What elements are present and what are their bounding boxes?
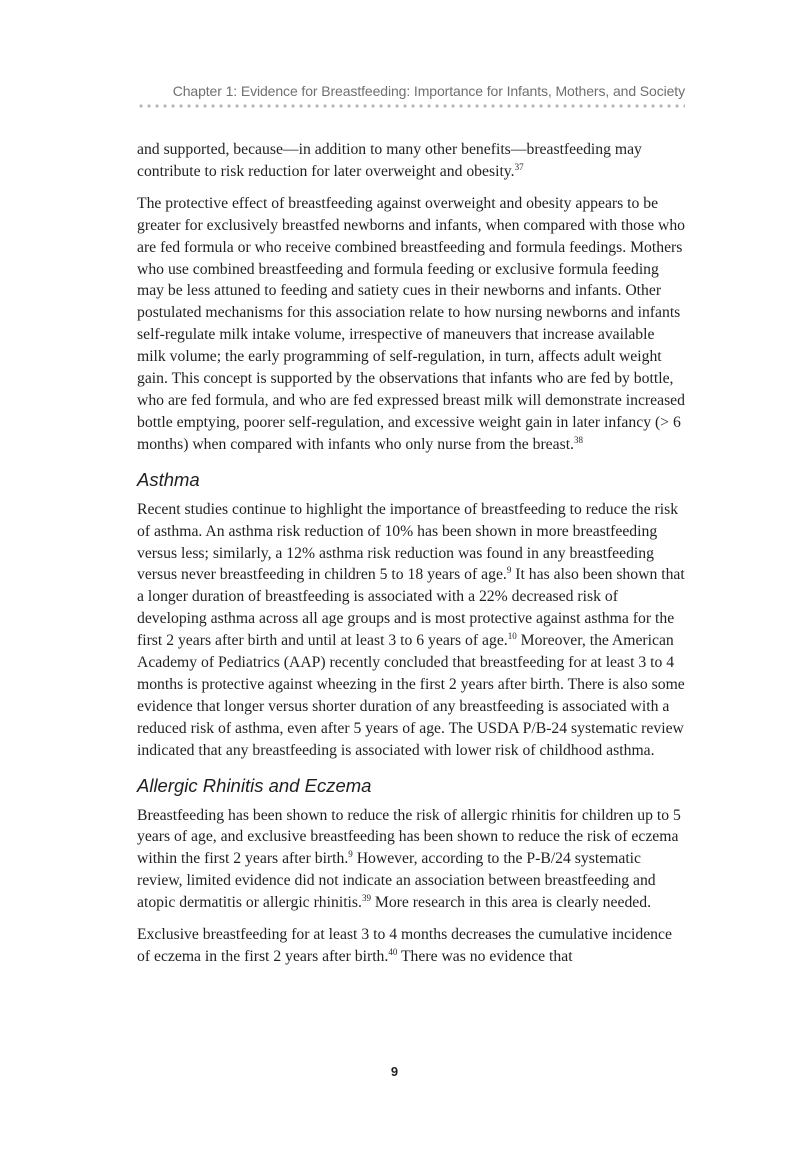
citation-ref: 40 xyxy=(388,947,398,957)
citation-ref: 10 xyxy=(507,631,517,642)
paragraph-text: Exclusive breastfeeding for at least 3 to 4 months decreases the cumulative incidence of eczema in the first 2 years after birth. xyxy=(137,926,672,965)
paragraph-text: However, according to the P-B/24 systematic review, limited evidence did not indicate an association between breastfeeding and atopic dermatitis or allergic rhinitis. xyxy=(137,850,656,912)
citation-ref: 9 xyxy=(348,849,353,860)
paragraph-text: More research in this area is clearly needed. xyxy=(370,894,652,912)
paragraph-allergic-rhinitis xyxy=(137,805,685,915)
section-heading-asthma: Asthma xyxy=(137,468,200,490)
paragraph-text: There was no evidence that xyxy=(397,948,573,965)
citation-ref: 9 xyxy=(506,565,512,576)
citation-ref: 37 xyxy=(514,161,524,172)
running-header: Chapter 1: Evidence for Breastfeeding: Importance for Infants, Mothers, and Society xyxy=(172,83,685,99)
paragraph-protective-effect xyxy=(137,193,685,456)
citation-ref: 39 xyxy=(361,893,371,904)
page-number: 9 xyxy=(390,1064,399,1079)
paragraph-asthma xyxy=(137,499,685,762)
paragraph-obesity-continued xyxy=(137,139,685,183)
paragraph-eczema xyxy=(137,924,685,968)
paragraph-text: The protective effect of breastfeeding against overweight and obesity appears to be greater for exclusively breastfed newborns and infants, when compared with those who are fed formula or who receive combined breastfeeding and formula feedings. Mothers who use combined breastfeeding and formula feeding or exclusive formula feeding may be less attuned to feeding and satiety cues in their newborns and infants. Other postulated mechanisms for this association relate to how nursing newborns and infants self-regulate milk intake volume, irrespective of maneuvers that increase available milk volume; the early programming of self-regulation, in turn, affects adult weight gain. This concept is supported by the observations that infants who are fed by bottle, who are fed formula, and who are fed expressed breast milk will demonstrate increased bottle emptying, poorer self-regulation, and excessive weight gain in later infancy (> 6 months) when compared with infants who only nurse from the breast. xyxy=(137,194,686,453)
dotted-divider xyxy=(137,103,685,109)
paragraph-text: Recent studies continue to highlight the importance of breastfeeding to reduce the risk of asthma. An asthma risk reduction of 10% has been shown in more breastfeeding versus less; similarly, a 12% asthma risk reduction was found in any breastfeeding versus never breastfeeding in children 5 to 18 years of age. xyxy=(137,500,679,584)
paragraph-text: Breastfeeding has been shown to reduce the risk of allergic rhinitis for children up to 5 years of age, and exclusive breastfeeding has been shown to reduce the risk of eczema within the first 2 years after birth. xyxy=(137,806,681,868)
paragraph-text: Moreover, the American Academy of Pediatrics (AAP) recently concluded that breastfeeding for at least 3 to 4 months is protective against wheezing in the first 2 years after birth. There is also some evidence that longer versus shorter duration of any breastfeeding is associated with a reduced risk of asthma, even after 5 years of age. The USDA P/B-24 systematic review indicated that any breastfeeding is associated with lower risk of childhood asthma. xyxy=(137,632,685,759)
section-heading-allergic-rhinitis: Allergic Rhinitis and Eczema xyxy=(137,774,372,796)
paragraph-text: and supported, because—in addition to many other benefits—breastfeeding may contribute to risk reduction for later overweight and obesity. xyxy=(137,141,642,180)
body-text xyxy=(137,139,685,978)
paragraph-text: It has also been shown that a longer duration of breastfeeding is associated with a 22% decreased risk of developing asthma across all age groups and is most protective against asthma for the first 2 years after birth and until at least 3 to 6 years of age. xyxy=(137,566,685,650)
citation-ref: 38 xyxy=(573,434,583,445)
